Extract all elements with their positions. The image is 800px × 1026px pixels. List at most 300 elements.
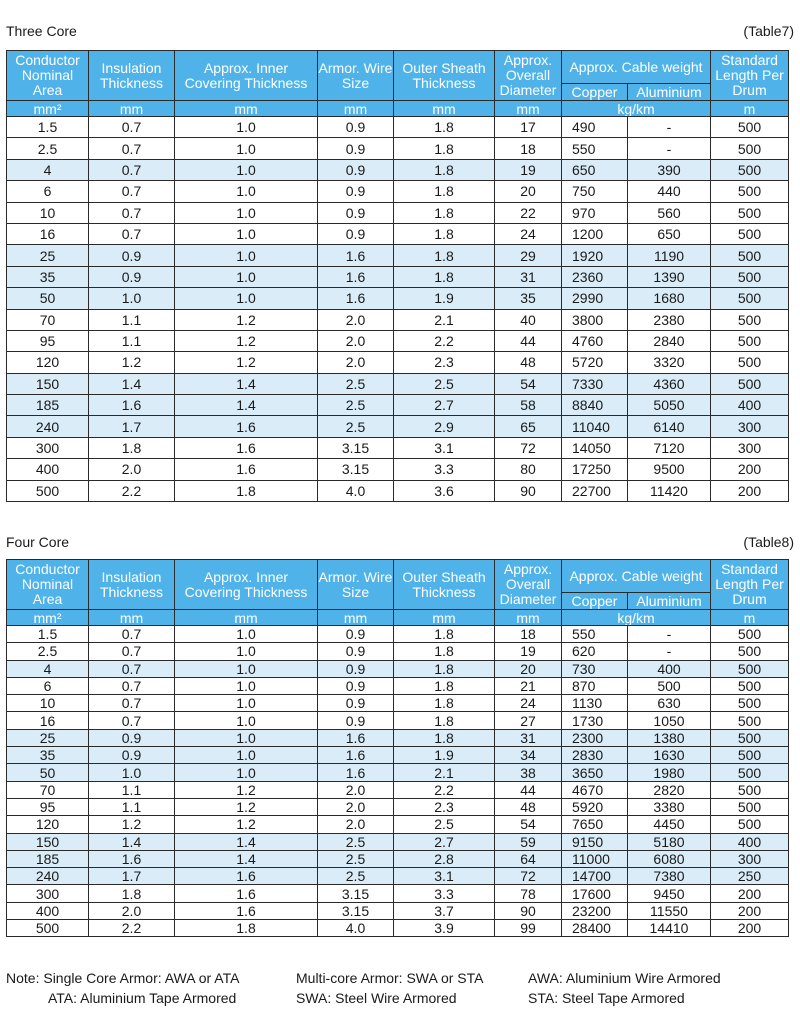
cell-outer: 2.7 <box>394 395 495 416</box>
cell-length: 500 <box>711 660 789 677</box>
cell-insulation: 0.9 <box>89 245 175 266</box>
cell-outer: 1.8 <box>394 245 495 266</box>
unit-area: mm² <box>7 610 89 626</box>
cell-inner: 1.0 <box>175 288 318 309</box>
cell-armor: 2.5 <box>318 850 394 867</box>
cell-diameter: 29 <box>495 245 562 266</box>
cell-inner: 1.6 <box>175 902 318 919</box>
cell-inner: 1.8 <box>175 480 318 501</box>
cell-area: 2.5 <box>7 643 89 660</box>
cell-insulation: 1.6 <box>89 395 175 416</box>
cell-inner: 1.2 <box>175 330 318 351</box>
cell-inner: 1.0 <box>175 747 318 764</box>
cell-area: 70 <box>7 781 89 798</box>
table-row <box>7 223 789 244</box>
cell-inner: 1.6 <box>175 868 318 885</box>
cell-copper: 730 <box>562 660 628 677</box>
cell-insulation: 0.7 <box>89 181 175 202</box>
cell-outer: 2.1 <box>394 309 495 330</box>
cell-armor: 4.0 <box>318 480 394 501</box>
note-multi-core: Multi-core Armor: SWA or STA <box>296 970 484 986</box>
cell-diameter: 18 <box>495 626 562 643</box>
cell-copper: 7330 <box>562 373 628 394</box>
header-insulation: Insulation Thickness <box>89 51 175 101</box>
cell-copper: 1200 <box>562 223 628 244</box>
cell-area: 25 <box>7 729 89 746</box>
cell-length: 500 <box>711 117 789 138</box>
table7-title: Three Core <box>6 23 77 39</box>
cell-aluminium: 6140 <box>628 416 711 437</box>
header-overall-diameter: Approx. Overall Diameter <box>495 51 562 101</box>
cell-inner: 1.4 <box>175 373 318 394</box>
cell-aluminium: 7120 <box>628 437 711 458</box>
cell-length: 300 <box>711 416 789 437</box>
cell-armor: 0.9 <box>318 643 394 660</box>
cell-insulation: 0.7 <box>89 117 175 138</box>
note-ata: ATA: Aluminium Tape Armored <box>48 990 237 1006</box>
table-row <box>7 202 789 223</box>
table-row <box>7 764 789 781</box>
cell-diameter: 20 <box>495 660 562 677</box>
cell-area: 10 <box>7 202 89 223</box>
header-aluminium: Aluminium <box>628 593 711 610</box>
cell-copper: 1920 <box>562 245 628 266</box>
cell-aluminium: 2380 <box>628 309 711 330</box>
cell-diameter: 31 <box>495 729 562 746</box>
cell-armor: 3.15 <box>318 437 394 458</box>
cell-inner: 1.4 <box>175 850 318 867</box>
table-row <box>7 309 789 330</box>
cell-outer: 2.2 <box>394 330 495 351</box>
cell-length: 500 <box>711 677 789 694</box>
cell-inner: 1.0 <box>175 626 318 643</box>
cell-area: 185 <box>7 850 89 867</box>
cell-diameter: 24 <box>495 223 562 244</box>
four-core-table-body <box>7 626 789 937</box>
cell-length: 500 <box>711 181 789 202</box>
cell-outer: 3.7 <box>394 902 495 919</box>
cell-copper: 970 <box>562 202 628 223</box>
cell-outer: 1.8 <box>394 117 495 138</box>
unit-weight: kg/km <box>562 101 711 117</box>
cell-inner: 1.2 <box>175 798 318 815</box>
cell-aluminium: 5050 <box>628 395 711 416</box>
cell-armor: 3.15 <box>318 885 394 902</box>
cell-length: 500 <box>711 747 789 764</box>
header-insulation: Insulation Thickness <box>89 560 175 610</box>
cell-armor: 2.5 <box>318 395 394 416</box>
cell-insulation: 1.4 <box>89 373 175 394</box>
cell-length: 200 <box>711 885 789 902</box>
cell-aluminium: 4450 <box>628 816 711 833</box>
cell-diameter: 78 <box>495 885 562 902</box>
unit-armor: mm <box>318 610 394 626</box>
table-row <box>7 181 789 202</box>
cell-aluminium: 1980 <box>628 764 711 781</box>
cell-length: 500 <box>711 266 789 287</box>
note-single-core: Note: Single Core Armor: AWA or ATA <box>6 970 240 986</box>
cell-length: 500 <box>711 729 789 746</box>
cell-aluminium: 4360 <box>628 373 711 394</box>
cell-aluminium: 3380 <box>628 798 711 815</box>
cell-copper: 14700 <box>562 868 628 885</box>
cell-outer: 1.8 <box>394 660 495 677</box>
cell-insulation: 0.7 <box>89 159 175 180</box>
cell-copper: 4670 <box>562 781 628 798</box>
header-armor-wire: Armor. Wire Size <box>318 560 394 610</box>
table-row <box>7 885 789 902</box>
cell-diameter: 35 <box>495 288 562 309</box>
cell-area: 2.5 <box>7 138 89 159</box>
cell-armor: 0.9 <box>318 202 394 223</box>
header-cable-weight: Approx. Cable weight <box>562 560 711 593</box>
cell-diameter: 44 <box>495 330 562 351</box>
cell-insulation: 2.2 <box>89 480 175 501</box>
cell-length: 200 <box>711 902 789 919</box>
cell-diameter: 90 <box>495 902 562 919</box>
cell-length: 500 <box>711 138 789 159</box>
cell-outer: 1.8 <box>394 626 495 643</box>
three-core-table-body <box>7 117 789 502</box>
header-inner-covering: Approx. Inner Covering Thickness <box>175 51 318 101</box>
cell-diameter: 80 <box>495 459 562 480</box>
cell-inner: 1.0 <box>175 202 318 223</box>
table-row <box>7 781 789 798</box>
cell-copper: 4760 <box>562 330 628 351</box>
cell-insulation: 1.8 <box>89 885 175 902</box>
cell-aluminium: 9450 <box>628 885 711 902</box>
table-row <box>7 416 789 437</box>
table8-caption <box>6 533 794 551</box>
cell-armor: 1.6 <box>318 288 394 309</box>
cell-outer: 1.8 <box>394 202 495 223</box>
cell-insulation: 1.1 <box>89 798 175 815</box>
cell-outer: 1.8 <box>394 643 495 660</box>
cell-inner: 1.6 <box>175 459 318 480</box>
cell-armor: 2.5 <box>318 373 394 394</box>
cell-outer: 2.7 <box>394 833 495 850</box>
cell-armor: 0.9 <box>318 660 394 677</box>
cell-aluminium: 440 <box>628 181 711 202</box>
cell-armor: 2.5 <box>318 868 394 885</box>
unit-area: mm² <box>7 101 89 117</box>
cell-inner: 1.0 <box>175 764 318 781</box>
cell-length: 500 <box>711 816 789 833</box>
cell-outer: 1.8 <box>394 729 495 746</box>
cell-length: 500 <box>711 764 789 781</box>
cell-outer: 2.8 <box>394 850 495 867</box>
cell-inner: 1.0 <box>175 159 318 180</box>
cell-area: 1.5 <box>7 626 89 643</box>
cell-copper: 3650 <box>562 764 628 781</box>
cell-diameter: 48 <box>495 352 562 373</box>
cell-outer: 2.2 <box>394 781 495 798</box>
cell-insulation: 0.9 <box>89 266 175 287</box>
cell-outer: 2.1 <box>394 764 495 781</box>
cell-inner: 1.6 <box>175 885 318 902</box>
cell-diameter: 18 <box>495 138 562 159</box>
cell-insulation: 0.9 <box>89 747 175 764</box>
header-aluminium: Aluminium <box>628 84 711 101</box>
cell-area: 35 <box>7 266 89 287</box>
cell-length: 500 <box>711 643 789 660</box>
cell-aluminium: - <box>628 643 711 660</box>
cell-outer: 3.3 <box>394 885 495 902</box>
header-overall-diameter: Approx. Overall Diameter <box>495 560 562 610</box>
header-copper: Copper <box>562 84 628 101</box>
cell-area: 16 <box>7 712 89 729</box>
cell-area: 4 <box>7 159 89 180</box>
cell-area: 50 <box>7 288 89 309</box>
cell-aluminium: 2840 <box>628 330 711 351</box>
cell-length: 200 <box>711 920 789 937</box>
three-core-table <box>6 50 789 502</box>
four-core-table <box>6 559 789 937</box>
cell-aluminium: 6080 <box>628 850 711 867</box>
cell-outer: 1.9 <box>394 747 495 764</box>
cell-aluminium: 500 <box>628 677 711 694</box>
cell-length: 500 <box>711 712 789 729</box>
cell-outer: 2.5 <box>394 373 495 394</box>
cell-inner: 1.6 <box>175 437 318 458</box>
cell-insulation: 0.7 <box>89 138 175 159</box>
cell-outer: 2.3 <box>394 352 495 373</box>
cell-insulation: 1.1 <box>89 781 175 798</box>
cell-outer: 1.8 <box>394 677 495 694</box>
table-row <box>7 902 789 919</box>
cell-length: 200 <box>711 459 789 480</box>
cell-area: 150 <box>7 373 89 394</box>
table-row <box>7 712 789 729</box>
cell-inner: 1.0 <box>175 223 318 244</box>
unit-inner: mm <box>175 101 318 117</box>
cell-copper: 14050 <box>562 437 628 458</box>
cell-armor: 1.6 <box>318 764 394 781</box>
cell-insulation: 0.7 <box>89 695 175 712</box>
table-row <box>7 833 789 850</box>
cell-insulation: 0.7 <box>89 712 175 729</box>
header-inner-covering: Approx. Inner Covering Thickness <box>175 560 318 610</box>
table-row <box>7 920 789 937</box>
cell-aluminium: 7380 <box>628 868 711 885</box>
cell-inner: 1.0 <box>175 117 318 138</box>
header-copper: Copper <box>562 593 628 610</box>
cell-length: 500 <box>711 798 789 815</box>
cell-armor: 1.6 <box>318 729 394 746</box>
cell-diameter: 21 <box>495 677 562 694</box>
unit-outer: mm <box>394 610 495 626</box>
cell-diameter: 48 <box>495 798 562 815</box>
cell-area: 4 <box>7 660 89 677</box>
table-row <box>7 643 789 660</box>
header-conductor: Conductor Nominal Area <box>7 51 89 101</box>
cell-outer: 1.8 <box>394 695 495 712</box>
cell-outer: 1.8 <box>394 159 495 180</box>
cell-insulation: 1.0 <box>89 288 175 309</box>
cell-outer: 3.1 <box>394 437 495 458</box>
cell-diameter: 31 <box>495 266 562 287</box>
cell-inner: 1.8 <box>175 920 318 937</box>
cell-diameter: 44 <box>495 781 562 798</box>
cell-armor: 0.9 <box>318 159 394 180</box>
cell-copper: 17250 <box>562 459 628 480</box>
cell-copper: 750 <box>562 181 628 202</box>
cell-inner: 1.0 <box>175 266 318 287</box>
cell-inner: 1.2 <box>175 309 318 330</box>
cell-aluminium: 9500 <box>628 459 711 480</box>
table7-ref: (Table7) <box>743 23 794 39</box>
cell-armor: 1.6 <box>318 245 394 266</box>
cell-area: 400 <box>7 459 89 480</box>
cell-outer: 3.9 <box>394 920 495 937</box>
cell-aluminium: 400 <box>628 660 711 677</box>
table-row <box>7 266 789 287</box>
cell-insulation: 1.1 <box>89 309 175 330</box>
header-outer-sheath: Outer Sheath Thickness <box>394 560 495 610</box>
cell-diameter: 27 <box>495 712 562 729</box>
table-row <box>7 798 789 815</box>
cell-aluminium: 650 <box>628 223 711 244</box>
cell-diameter: 72 <box>495 868 562 885</box>
cell-inner: 1.2 <box>175 816 318 833</box>
header-armor-wire: Armor. Wire Size <box>318 51 394 101</box>
cell-area: 95 <box>7 798 89 815</box>
cell-diameter: 59 <box>495 833 562 850</box>
cell-outer: 3.1 <box>394 868 495 885</box>
unit-insulation: mm <box>89 610 175 626</box>
cell-length: 500 <box>711 330 789 351</box>
cell-length: 400 <box>711 395 789 416</box>
cell-area: 240 <box>7 416 89 437</box>
cell-armor: 0.9 <box>318 181 394 202</box>
cell-insulation: 1.0 <box>89 764 175 781</box>
cell-length: 500 <box>711 223 789 244</box>
cell-copper: 23200 <box>562 902 628 919</box>
cell-diameter: 65 <box>495 416 562 437</box>
cell-copper: 650 <box>562 159 628 180</box>
cell-armor: 0.9 <box>318 223 394 244</box>
cell-inner: 1.0 <box>175 181 318 202</box>
cell-diameter: 19 <box>495 159 562 180</box>
cell-inner: 1.0 <box>175 245 318 266</box>
table-row <box>7 395 789 416</box>
cell-aluminium: 1630 <box>628 747 711 764</box>
cell-insulation: 2.0 <box>89 459 175 480</box>
unit-diameter: mm <box>495 101 562 117</box>
cell-copper: 11040 <box>562 416 628 437</box>
cell-inner: 1.0 <box>175 695 318 712</box>
cell-copper: 7650 <box>562 816 628 833</box>
cell-copper: 11000 <box>562 850 628 867</box>
cell-inner: 1.4 <box>175 833 318 850</box>
cell-diameter: 38 <box>495 764 562 781</box>
cell-diameter: 54 <box>495 373 562 394</box>
cell-aluminium: 1680 <box>628 288 711 309</box>
cell-inner: 1.0 <box>175 660 318 677</box>
header-standard-length: Standard Length Per Drum <box>711 51 789 101</box>
cell-copper: 22700 <box>562 480 628 501</box>
cell-armor: 0.9 <box>318 626 394 643</box>
table-row <box>7 695 789 712</box>
cell-area: 240 <box>7 868 89 885</box>
cell-area: 16 <box>7 223 89 244</box>
table-row <box>7 352 789 373</box>
cell-length: 500 <box>711 626 789 643</box>
cell-inner: 1.0 <box>175 138 318 159</box>
header-outer-sheath: Outer Sheath Thickness <box>394 51 495 101</box>
cell-length: 500 <box>711 352 789 373</box>
cell-length: 300 <box>711 850 789 867</box>
cell-area: 25 <box>7 245 89 266</box>
cell-armor: 2.5 <box>318 833 394 850</box>
cell-diameter: 17 <box>495 117 562 138</box>
cell-insulation: 0.9 <box>89 729 175 746</box>
note-awa: AWA: Aluminium Wire Armored <box>528 970 721 986</box>
table-row <box>7 159 789 180</box>
cell-aluminium: 390 <box>628 159 711 180</box>
cell-inner: 1.0 <box>175 729 318 746</box>
cell-area: 6 <box>7 677 89 694</box>
cell-diameter: 99 <box>495 920 562 937</box>
cell-area: 1.5 <box>7 117 89 138</box>
cell-length: 500 <box>711 159 789 180</box>
cell-insulation: 1.2 <box>89 816 175 833</box>
cell-length: 300 <box>711 437 789 458</box>
cell-aluminium: - <box>628 117 711 138</box>
cell-area: 120 <box>7 352 89 373</box>
cell-outer: 1.8 <box>394 266 495 287</box>
cell-aluminium: 1050 <box>628 712 711 729</box>
cell-length: 500 <box>711 781 789 798</box>
table-row <box>7 660 789 677</box>
cell-inner: 1.4 <box>175 395 318 416</box>
cell-copper: 2990 <box>562 288 628 309</box>
cell-outer: 3.6 <box>394 480 495 501</box>
table8-title: Four Core <box>6 534 70 550</box>
cell-area: 400 <box>7 902 89 919</box>
cell-armor: 0.9 <box>318 138 394 159</box>
cell-copper: 1730 <box>562 712 628 729</box>
cell-armor: 1.6 <box>318 266 394 287</box>
unit-outer: mm <box>394 101 495 117</box>
cell-area: 500 <box>7 480 89 501</box>
table-row <box>7 245 789 266</box>
cell-armor: 0.9 <box>318 712 394 729</box>
cell-armor: 0.9 <box>318 677 394 694</box>
header-cable-weight: Approx. Cable weight <box>562 51 711 84</box>
cell-length: 250 <box>711 868 789 885</box>
header-standard-length: Standard Length Per Drum <box>711 560 789 610</box>
cell-diameter: 58 <box>495 395 562 416</box>
cell-copper: 5720 <box>562 352 628 373</box>
cell-aluminium: 1390 <box>628 266 711 287</box>
cell-diameter: 20 <box>495 181 562 202</box>
cell-diameter: 72 <box>495 437 562 458</box>
cell-area: 500 <box>7 920 89 937</box>
cell-length: 500 <box>711 309 789 330</box>
cell-copper: 2830 <box>562 747 628 764</box>
cell-inner: 1.2 <box>175 781 318 798</box>
cell-insulation: 1.8 <box>89 437 175 458</box>
cell-insulation: 0.7 <box>89 677 175 694</box>
cell-insulation: 2.2 <box>89 920 175 937</box>
cell-outer: 2.9 <box>394 416 495 437</box>
cell-aluminium: 11420 <box>628 480 711 501</box>
unit-diameter: mm <box>495 610 562 626</box>
table-row <box>7 437 789 458</box>
cell-insulation: 0.7 <box>89 660 175 677</box>
cell-outer: 2.5 <box>394 816 495 833</box>
